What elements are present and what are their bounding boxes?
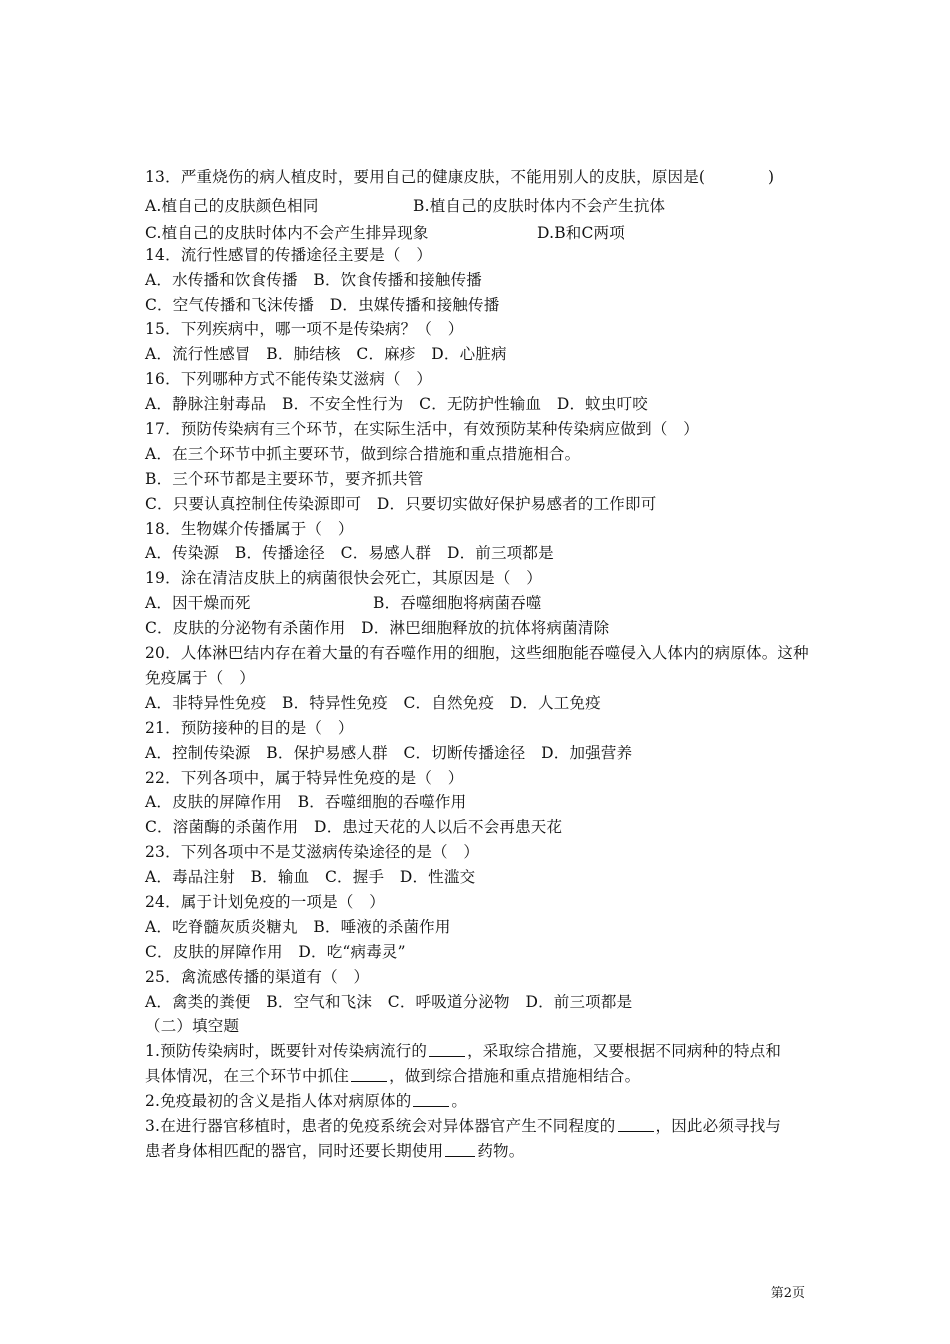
question-stem: 15．下列疾病中，哪一项不是传染病？（ ） [145,320,464,339]
option: C．空气传播和飞沫传播 D．虫媒传播和接触传播 [145,295,500,314]
answer-blank[interactable] [618,1117,654,1132]
option: A．非特异性免疫 B．特异性免疫 C．自然免疫 D．人工免疫 [145,693,601,712]
option: B．吞噬细胞将病菌吞噬 [373,594,542,613]
fill-question [145,1064,815,1089]
question-stem: 20．人体淋巴结内存在着大量的有吞噬作用的细胞，这些细胞能吞噬侵入人体内的病原体。这种免疫属于（ ） [145,644,809,687]
fill-question [145,1114,815,1139]
fill-text: ，做到综合措施和重点措施相结合。 [389,1067,641,1086]
option: A．流行性感冒 B．肺结核 C．麻疹 D．心脏病 [145,345,507,364]
fill-text: 患者身体相匹配的器官，同时还要长期使用 [145,1141,444,1160]
fill-question [145,1139,815,1164]
option: A．皮肤的屏障作用 B．吞噬细胞的吞噬作用 [145,793,467,812]
fill-question [145,1089,815,1114]
question-stem: 22．下列各项中，属于特异性免疫的是（ ） [145,768,464,787]
answer-blank[interactable] [351,1067,387,1082]
option: D.B和C两项 [537,223,625,242]
question-stem: 16．下列哪种方式不能传染艾滋病（ ） [145,370,433,389]
fill-text: ，采取综合措施，又要根据不同病种的特点和 [467,1042,782,1061]
option: C．皮肤的分泌物有杀菌作用 D．淋巴细胞释放的抗体将病菌清除 [145,619,610,638]
fill-text: ，因此必须寻找与 [655,1116,782,1135]
question-stem: 13．严重烧伤的病人植皮时，要用自己的健康皮肤，不能用别人的皮肤，原因是( ) [145,168,775,186]
option: C．溶菌酶的杀菌作用 D．患过天花的人以后不会再患天花 [145,818,563,837]
option: A．毒品注射 B．输血 C．握手 D．性滥交 [145,868,476,887]
fill-text: 药物。 [477,1141,525,1160]
option-row [145,591,815,616]
fill-text: 3.在进行器官移植时，患者的免疫系统会对异体器官产生不同程度的 [145,1116,616,1135]
page-number: 第2页 [770,1286,805,1301]
option: A．吃脊髓灰质炎糖丸 B．唾液的杀菌作用 [145,917,451,936]
option: A．因干燥而死 [145,594,251,613]
answer-blank[interactable] [429,1042,465,1057]
option: B.植自己的皮肤时体内不会产生抗体 [413,196,666,215]
question-stem: 14．流行性感冒的传播途径主要是（ ） [145,245,433,264]
fill-text: 具体情况，在三个环节中抓住 [145,1067,350,1086]
question-stem: 21．预防接种的目的是（ ） [145,718,354,737]
option: A．在三个环节中抓主要环节，做到综合措施和重点措施相合。 [145,444,581,463]
answer-blank[interactable] [445,1142,475,1157]
question-stem: 19．涂在清洁皮肤上的病菌很快会死亡，其原因是（ ） [145,569,542,588]
question-stem: 23．下列各项中不是艾滋病传染途径的是（ ） [145,843,480,862]
option: A．禽类的粪便 B．空气和飞沫 C．呼吸道分泌物 D．前三项都是 [145,992,633,1011]
option-row [145,194,815,219]
option: A．静脉注射毒品 B．不安全性行为 C．无防护性输血 D．蚊虫叮咬 [145,395,648,414]
question-stem: 25．禽流感传播的渠道有（ ） [145,967,370,986]
question-stem: 17．预防传染病有三个环节，在实际生活中，有效预防某种传染病应做到（ ） [145,420,699,439]
question-stem: 18．生物媒介传播属于（ ） [145,519,354,538]
option: A.植自己的皮肤颜色相同 [145,196,319,215]
fill-text: 2.免疫最初的含义是指人体对病原体的 [145,1092,412,1111]
option: A．控制传染源 B．保护易感人群 C．切断传播途径 D．加强营养 [145,743,633,762]
option: A．传染源 B．传播途径 C．易感人群 D．前三项都是 [145,544,554,563]
fill-question [145,1039,815,1064]
answer-blank[interactable] [413,1092,449,1107]
option: B．三个环节都是主要环节，要齐抓共管 [145,469,424,488]
option: C．只要认真控制住传染源即可 D．只要切实做好保护易感者的工作即可 [145,494,657,513]
option: C.植自己的皮肤时体内不会产生排异现象 [145,223,429,242]
question-list [145,165,815,1164]
fill-text: 。 [451,1092,468,1111]
section-title: （二）填空题 [145,1017,240,1036]
option-row [145,223,815,243]
option: A．水传播和饮食传播 B．饮食传播和接触传播 [145,270,482,289]
question-stem: 24．属于计划免疫的一项是（ ） [145,892,385,911]
fill-text: 1.预防传染病时，既要针对传染病流行的 [145,1042,428,1061]
option: C．皮肤的屏障作用 D．吃“病毒灵” [145,942,406,961]
